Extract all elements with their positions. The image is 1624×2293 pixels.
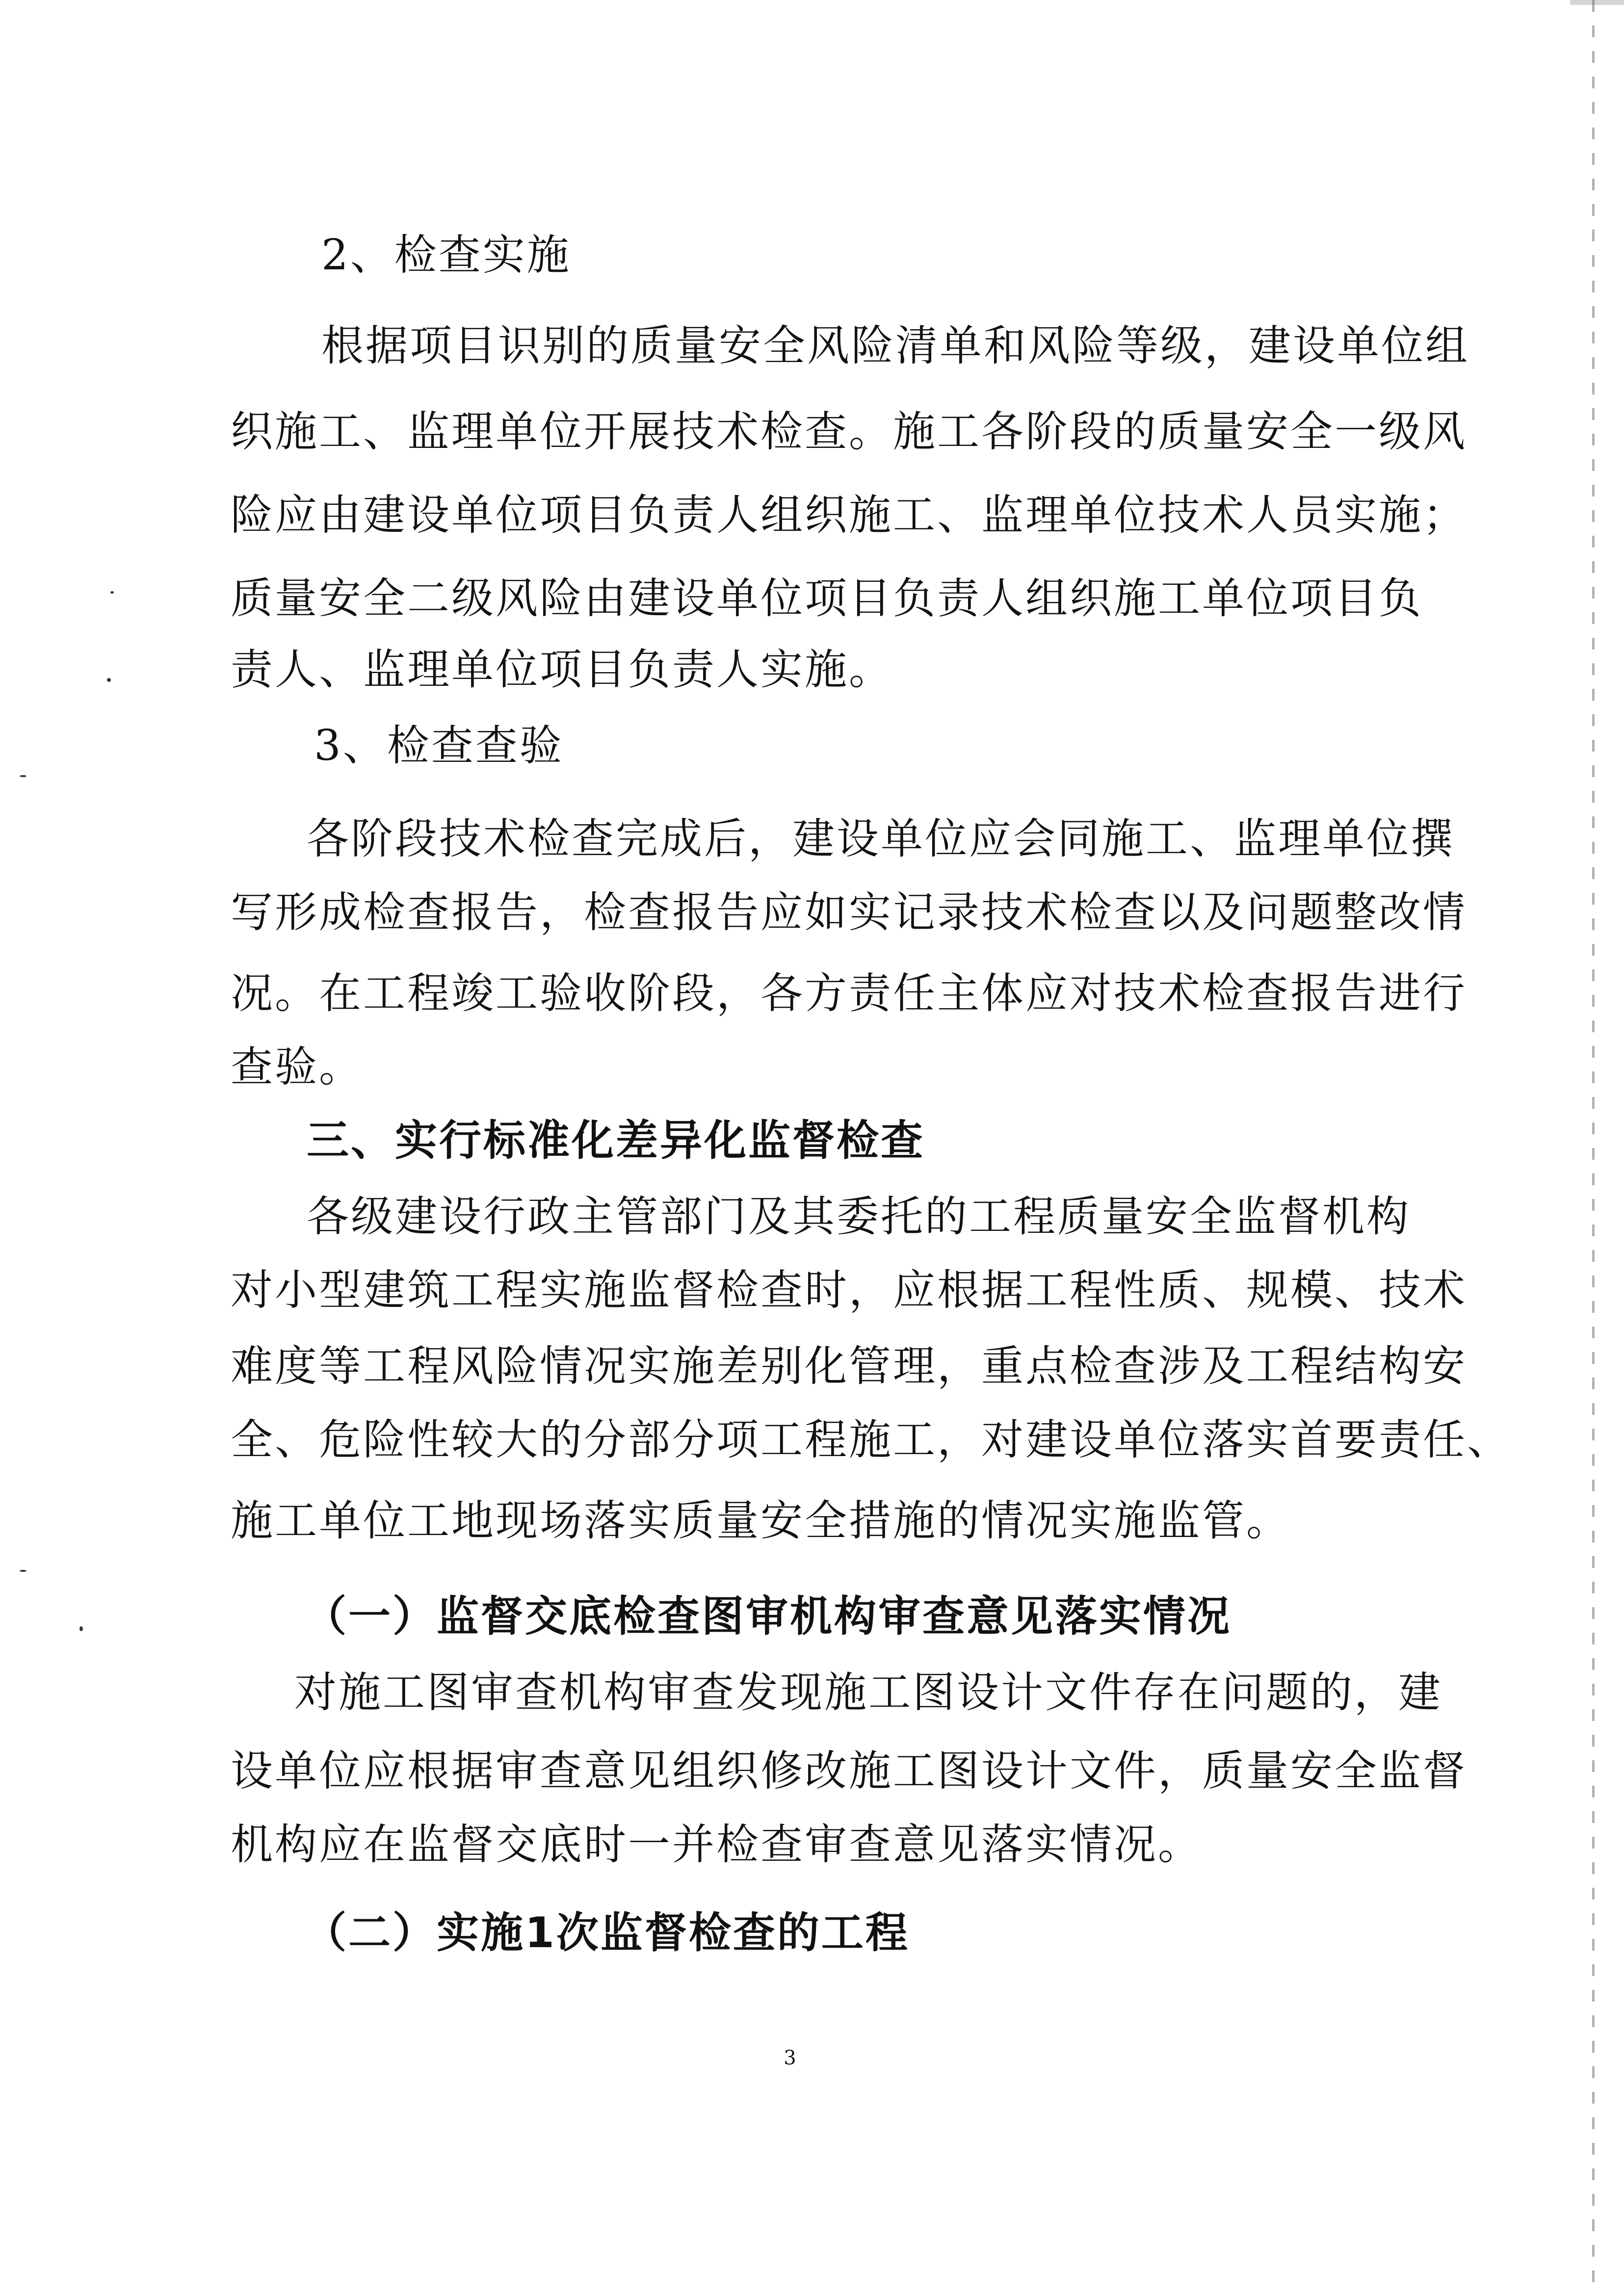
scan-speck xyxy=(107,678,111,682)
scan-speck xyxy=(20,1570,26,1572)
page-number: 3 xyxy=(784,2047,796,2069)
paragraph-line: 全、危险性较大的分部分项工程施工，对建设单位落实首要责任、 xyxy=(231,1415,1511,1464)
subheading-check-implementation: 2、检查实施 xyxy=(321,231,571,280)
paragraph-line: 施工单位工地现场落实质量安全措施的情况实施监管。 xyxy=(231,1496,1290,1545)
paragraph-line: 机构应在监督交底时一并检查审查意见落实情况。 xyxy=(231,1820,1202,1869)
scan-speck xyxy=(20,775,26,777)
paragraph-line: 查验。 xyxy=(231,1042,363,1092)
section-heading-three: 三、实行标准化差异化监督检查 xyxy=(307,1116,925,1165)
paragraph-line: 各级建设行政主管部门及其委托的工程质量安全监督机构 xyxy=(307,1192,1411,1241)
scan-speck xyxy=(110,591,114,594)
paragraph-line: 根据项目识别的质量安全风险清单和风险等级，建设单位组 xyxy=(321,321,1469,370)
paragraph-line: 对小型建筑工程实施监督检查时，应根据工程性质、规模、技术 xyxy=(231,1266,1467,1315)
paragraph-line: 设单位应根据审查意见组织修改施工图设计文件，质量安全监督 xyxy=(231,1746,1467,1796)
paragraph-line: 难度等工程风险情况实施差别化管理，重点检查涉及工程结构安 xyxy=(231,1342,1467,1391)
subsection-heading-two: （二）实施1次监督检查的工程 xyxy=(304,1908,910,1957)
scan-edge-mark xyxy=(1592,0,1595,2293)
paragraph-line: 况。在工程竣工验收阶段，各方责任主体应对技术检查报告进行 xyxy=(231,969,1467,1018)
paragraph-line: 对施工图审查机构审查发现施工图设计文件存在问题的，建 xyxy=(294,1668,1442,1717)
paragraph-line: 险应由建设单位项目负责人组织施工、监理单位技术人员实施； xyxy=(231,491,1467,540)
paragraph-line: 各阶段技术检查完成后，建设单位应会同施工、监理单位撰 xyxy=(307,814,1455,863)
subheading-check-inspection: 3、检查查验 xyxy=(314,721,564,770)
scan-edge-mark xyxy=(1570,0,1624,5)
subsection-heading-one: （一）监督交底检查图审机构审查意见落实情况 xyxy=(304,1592,1231,1641)
paragraph-line: 写形成检查报告，检查报告应如实记录技术检查以及问题整改情 xyxy=(231,888,1467,937)
paragraph-line: 责人、监理单位项目负责人实施。 xyxy=(231,645,893,694)
paragraph-line: 质量安全二级风险由建设单位项目负责人组织施工单位项目负 xyxy=(231,574,1423,623)
scan-speck xyxy=(79,1626,83,1631)
paragraph-line: 织施工、监理单位开展技术检查。施工各阶段的质量安全一级风 xyxy=(231,407,1467,456)
